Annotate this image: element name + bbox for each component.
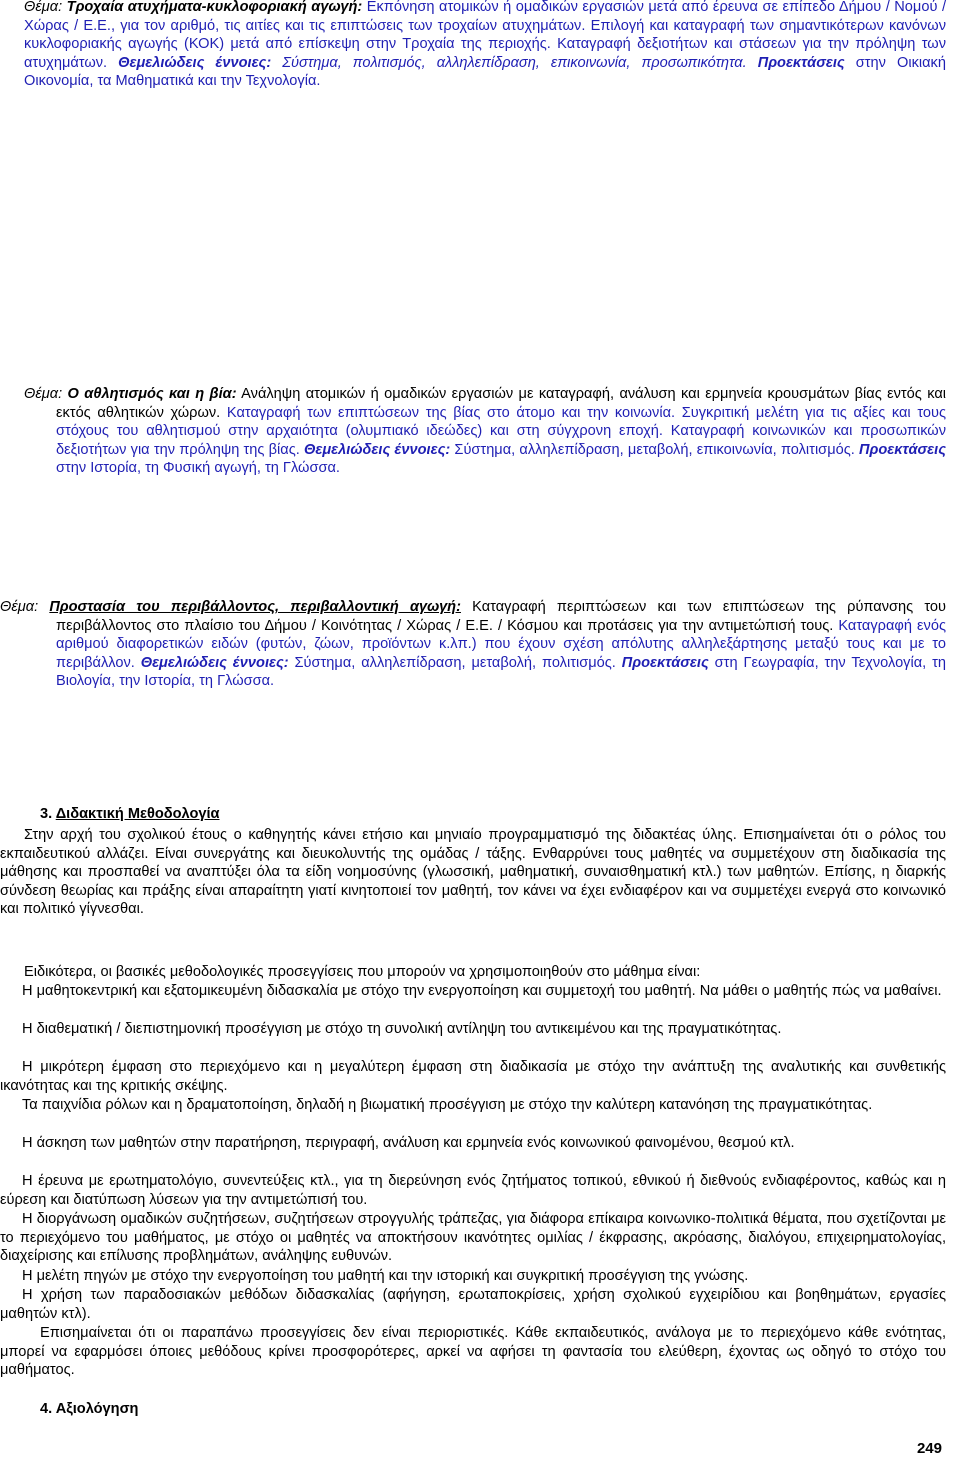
list-item: Η μικρότερη έμφαση στο περιεχόμενο και η μεγαλύτερη έμφαση στη διαδικασία με στόχο την ανάπτυξη της αναλυτικής και συνθετικής ικανότητας και της κριτικής σκέψης. [0, 1059, 946, 1094]
section-3-title: Διδακτική Μεθοδολογία [55, 806, 220, 822]
topic-environment-projections-label: Προεκτάσεις [621, 654, 709, 671]
topic-traffic-paragraph [24, 0, 946, 91]
topic-traffic-concepts-label: Θεμελιώδεις έννοιες: [118, 54, 272, 71]
list-item: Η μελέτη πηγών με στόχο την ενεργοποίηση του μαθητή και την ιστορική και συγκριτική προσέγγιση της γνώσης. [22, 1268, 749, 1284]
topic-sport-concepts-label: Θεμελιώδεις έννοιες: [304, 441, 451, 458]
topic-sport-paragraph [24, 385, 947, 478]
topic-environment-concepts: Σύστημα, αλληλεπίδραση, μεταβολή, πολιτισμός. [294, 654, 616, 671]
topic-environment-concepts-label: Θεμελιώδεις έννοιες: [140, 654, 289, 671]
list-item: Η διαθεματική / διεπιστημονική προσέγγιση με στόχο τη συνολική αντίληψη του αντικειμένου και της πραγματικότητας. [22, 1021, 782, 1037]
topic-sport-body-2: Καταγραφή των επιπτώσεων της βίας στο άτομο και την κοινωνία. Συγκριτική μελέτη για τις αξίες και τους στόχους του αθλητισμού στην αρχαιότητα (ολυμπιακό ιδεώδες) και στη σύγχρονη εποχή. Καταγραφή κοινωνικών και προσωπικών δεξιοτήτων για την πρόληψη της βίας. [56, 404, 947, 458]
topic-environment-projections: στη Γεωγραφία, την Τεχνολογία, τη Βιολογία, την Ιστορία, τη Γλώσσα. [56, 654, 947, 690]
section-4-number: 4. [40, 1401, 53, 1417]
topic-sport-projections-label: Προεκτάσεις [859, 441, 946, 458]
topic-environment-body: Καταγραφή περιπτώσεων και των επιπτώσεων της ρύπανσης του περιβάλλοντος στο πλαίσιο του Δήμου / Κοινότητας / Χώρας / Ε.Ε. / Κόσμου και προτάσεις για την αντιμετώπισή τους. [56, 599, 947, 634]
topic-traffic-title: Τροχαία ατυχήματα-κυκλοφοριακή αγωγή: [66, 0, 363, 15]
list-item: Η μαθητοκεντρική και εξατομικευμένη διδασκαλία με στόχο την ενεργοποίηση και συμμετοχή του μαθητή. Να μάθει ο μαθητής πώς να μαθαίνει. [22, 983, 942, 999]
section-4-title: Αξιολόγηση [55, 1401, 139, 1417]
topic-environment-body-2: Καταγραφή ενός αριθμού διαφορετικών ειδών (φυτών, ζώων, προϊόντων κ.λπ.) που έχουν σχέση απόλυτης αλληλεξάρτησης μεταξύ τους και με το περιβάλλον. [56, 617, 946, 671]
list-item: Τα παιχνίδια ρόλων και η δραματοποίηση, δηλαδή η βιωματική προσέγγιση με στόχο την καλύτερη κατανόηση της πραγματικότητας. [22, 1097, 873, 1113]
topic-sport-prefix: Θέμα: [24, 386, 63, 402]
topic-sport-title: Ο αθλητισμός και η βία: [67, 386, 237, 402]
list-item: Η έρευνα με ερωτηματολόγιο, συνεντεύξεις κτλ., για τη διερεύνηση ενός ζητήματος τοπικού, εθνικού ή διεθνούς ενδιαφέροντος, καθώς και η εύρεση και διατύπωση λύσεων για την αντιμετώπισή του. [0, 1173, 946, 1208]
topic-environment-title: Προστασία του περιβάλλοντος, περιβαλλοντική αγωγή: [49, 599, 461, 615]
topic-environment-paragraph [0, 598, 947, 691]
topic-environment-prefix: Θέμα: [0, 599, 39, 615]
section-4-heading [40, 1400, 138, 1418]
topic-sport-concepts: Σύστημα, αλληλεπίδραση, μεταβολή, επικοινωνία, πολιτισμός. [454, 441, 855, 458]
page-number: 249 [916, 1440, 942, 1457]
topic-traffic-projections: στην Οικιακή Οικονομία, τα Μαθηματικά και την Τεχνολογία. [24, 54, 946, 90]
list-item: Η διοργάνωση ομαδικών συζητήσεων, συζητήσεων στρογγυλής τράπεζας, για διάφορα επίκαιρα κοινωνικο-πολιτικά θέματα, που σχετίζονται με το περιεχόμενο του μαθήματος, με στόχο οι μαθητές να αποκτήσουν ικανότητες ομιλίας / έκφρασης, ακρόασης, διαλόγου, επιχειρηματολογίας, διαχείρισης και επίλυσης προβλημάτων, ανάληψης ευθυνών. [0, 1211, 946, 1265]
list-item: Η χρήση των παραδοσιακών μεθόδων διδασκαλίας (αφήγηση, ερωταποκρίσεις, χρήση σχολικού εγχειρίδιου και βοηθημάτων, εργασίες μαθητών κτλ). [0, 1287, 946, 1322]
section-3-intro: Στην αρχή του σχολικού έτους ο καθηγητής κάνει ετήσιο και μηνιαίο προγραμματισμό της διδακτέας ύλης. Επισημαίνεται ότι ο ρόλος του εκπαιδευτικού αλλάζει. Είναι συνεργάτης και διευκολυντής της ομάδας / τάξης. Ενθαρρύνει τους μαθητές να συμμετέχουν στη διαδικασία της μάθησης και προσπαθεί να αναπτύξει όλα τα είδη νοημοσύνης (γλωσσική, μαθηματική, συναισθηματική κτλ.) των μαθητών. Επίσης, η διαρκής σύνδεση θεωρίας και πράξης είναι απαραίτητη γιατί κινητοποιεί τον μαθητή, τον κάνει να έχει ενδιαφέρον και να συμμετέχει ενεργά στο κοινωνικό και πολιτικό γίγνεσθαι. [0, 827, 946, 918]
section-3-heading [40, 805, 220, 823]
topic-traffic-projections-label: Προεκτάσεις [757, 54, 845, 71]
section-3-lead: Ειδικότερα, οι βασικές μεθοδολογικές προσεγγίσεις που μπορούν να χρησιμοποιηθούν στο μάθημα είναι: [24, 964, 701, 980]
topic-traffic-prefix: Θέμα: [24, 0, 63, 15]
section-3-number: 3. [40, 806, 53, 822]
section-3-closing: Επισημαίνεται ότι οι παραπάνω προσεγγίσεις δεν είναι περιοριστικές. Κάθε εκπαιδευτικός, ανάλογα με το περιεχόμενο κάθε ενότητας, μπορεί να εφαρμόσει όποιες μεθόδους κρίνει προσφορότερες, αρκεί να αφήσει τη φαντασία του ελεύθερη, έχοντας ως οδηγό το στόχο του μαθήματος. [0, 1325, 946, 1379]
topic-sport-body: Ανάληψη ατομικών ή ομαδικών εργασιών με καταγραφή, ανάλυση και ερμηνεία κρουσμάτων βίας εντός και εκτός αθλητικών χώρων. [56, 386, 947, 421]
topic-sport-projections: στην Ιστορία, τη Φυσική αγωγή, τη Γλώσσα. [56, 460, 340, 477]
list-item: Η άσκηση των μαθητών στην παρατήρηση, περιγραφή, ανάλυση και ερμηνεία ενός κοινωνικού φαινομένου, θεσμού κτλ. [22, 1135, 795, 1151]
topic-traffic-body: Εκπόνηση ατομικών ή ομαδικών εργασιών μετά από έρευνα σε επίπεδο Δήμου / Νομού / Χώρας / Ε.Ε., για τον αριθμό, τις αιτίες και τις επιπτώσεις των τροχαίων ατυχημάτων. Επιλογή και καταγραφή των σημαντικότερων κανόνων κυκλοφοριακής αγωγής (ΚΟΚ) μετά από επίσκεψη στην Τροχαία της περιοχής. Καταγραφή δεξιοτήτων και στάσεων για την πρόληψη των ατυχημάτων. [24, 0, 946, 71]
topic-traffic-concepts: Σύστημα, πολιτισμός, αλληλεπίδραση, επικοινωνία, προσωπικότητα. [282, 54, 747, 71]
